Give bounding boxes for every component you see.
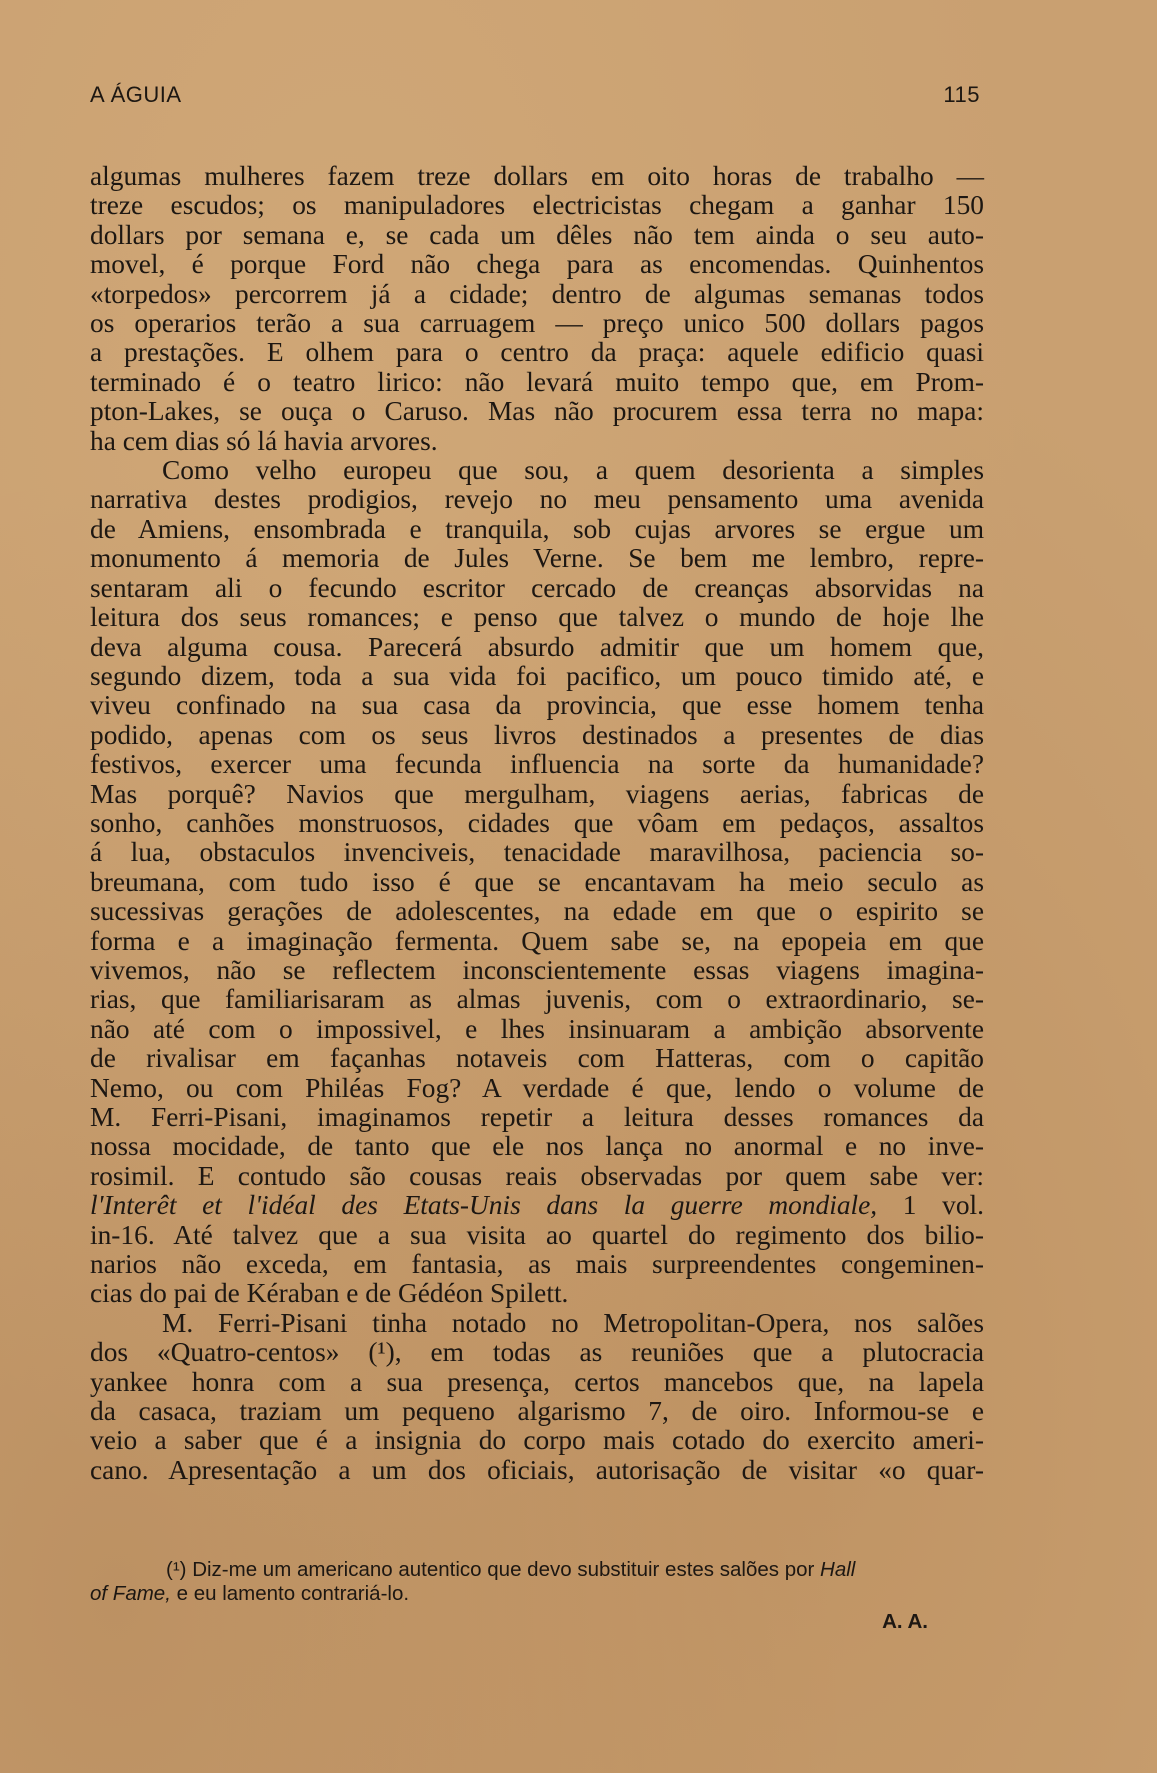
footnote-line	[90, 1558, 984, 1582]
text-line: M. Ferri-Pisani, imaginamos repetir a leitura desses romances da	[90, 1102, 984, 1132]
page-number: 115	[943, 82, 980, 107]
text-line: nossa mocidade, de tanto que ele nos lança no anormal e no inve-	[90, 1131, 984, 1162]
text-line: cano. Apresentação a um dos oficiais, autorisação de visitar «o quar-	[90, 1454, 984, 1485]
text-line: monumento á memoria de Jules Verne. Se bem me lembro, repre-	[90, 543, 984, 574]
running-head	[90, 82, 980, 108]
text-line: de rivalisar em façanhas notaveis com Hatteras, com o capitão	[90, 1043, 984, 1074]
text-line: dollars por semana e, se cada um dêles não tem ainda o seu auto-	[90, 219, 984, 250]
footnote-italic: Hall	[820, 1558, 856, 1581]
footnote-line	[90, 1582, 984, 1606]
text-line: leitura dos seus romances; e penso que talvez o mundo de hoje lhe	[90, 602, 984, 633]
text-line: sonho, canhões monstruosos, cidades que vôam em pedaços, assaltos	[90, 807, 984, 838]
text-line: os operarios terão a sua carruagem — preço unico 500 dollars pagos	[90, 308, 984, 339]
text-line: de Amiens, ensombrada e tranquila, sob cujas arvores se ergue um	[90, 513, 984, 544]
text-line: viveu confinado na sua casa da provincia, que esse homem tenha	[90, 690, 984, 721]
text-line: sentaram ali o fecundo escritor cercado de creanças absorvidas na	[90, 572, 984, 603]
text-line: «torpedos» percorrem já a cidade; dentro de algumas semanas todos	[90, 278, 984, 309]
text-line: a prestações. E olhem para o centro da praça: aquele edificio quasi	[90, 337, 984, 368]
text-line: in-16. Até talvez que a sua visita ao quartel do regimento dos bilio-	[90, 1219, 984, 1250]
text-line: breumana, com tudo isso é que se encantavam ha meio seculo as	[90, 866, 984, 897]
text-line: algumas mulheres fazem treze dollars em oito horas de trabalho —	[90, 161, 984, 191]
text-line: dos «Quatro-centos» (¹), em todas as reuniões que a plutocracia	[90, 1337, 984, 1368]
text-line: deva alguma cousa. Parecerá absurdo admitir que um homem que,	[90, 631, 984, 662]
text-line: sucessivas gerações de adolescentes, na edade em que o espirito se	[90, 896, 984, 927]
footnote-marker: (¹)	[166, 1558, 187, 1581]
text-line: movel, é porque Ford não chega para as encomendas. Quinhentos	[90, 249, 984, 280]
book-title: l'Interêt et l'idéal des Etats-Unis dans la guerre mondiale,	[90, 1190, 878, 1221]
text-line: veio a saber que é a insignia do corpo mais cotado do exercito ameri-	[90, 1425, 984, 1456]
text-line: rosimil. E contudo são cousas reais observadas por quem sabe ver:	[90, 1160, 984, 1191]
footnote-signature: A. A.	[882, 1610, 928, 1633]
text-line: narios não exceda, em fantasia, as mais surpreendentes congeminen-	[90, 1249, 984, 1280]
text-line: segundo dizem, toda a sua vida foi pacifico, um pouco timido até, e	[90, 660, 984, 691]
text-line: á lua, obstaculos invenciveis, tenacidade maravilhosa, paciencia so-	[90, 837, 984, 868]
text-line: M. Ferri-Pisani tinha notado no Metropolitan-Opera, nos salões	[162, 1307, 984, 1338]
journal-title: A ÁGUIA	[90, 82, 182, 107]
text-line: não até com o impossivel, e lhes insinuaram a ambição absorvente	[90, 1013, 984, 1044]
text-line: terminado é o teatro lirico: não levará muito tempo que, em Prom-	[90, 366, 984, 397]
text-line: Como velho europeu que sou, a quem desorienta a simples	[162, 455, 984, 486]
footnote-text: e eu lamento contrariá-lo.	[176, 1582, 410, 1605]
text-line: pton-Lakes, se ouça o Caruso. Mas não procurem essa terra no mapa:	[90, 396, 984, 427]
text-line: festivos, exercer uma fecunda influencia na sorte da humanidade?	[90, 749, 984, 780]
text-line: yankee honra com a sua presença, certos mancebos que, na lapela	[90, 1366, 984, 1397]
text-line: cias do pai de Kéraban e de Gédéon Spilett.	[90, 1278, 569, 1309]
text-line: treze escudos; os manipuladores electricistas chegam a ganhar 150	[90, 190, 984, 221]
text-line: narrativa destes prodigios, revejo no meu pensamento uma avenida	[90, 484, 984, 515]
text-line: rias, que familiarisaram as almas juvenis, com o extraordinario, se-	[90, 984, 984, 1015]
footnote	[90, 1558, 984, 1634]
body-text	[90, 162, 984, 1485]
text-line: Mas porquê? Navios que mergulham, viagens aerias, fabricas de	[90, 778, 984, 809]
footnote-text: Diz-me um americano autentico que devo substituir estes salões por	[192, 1558, 815, 1581]
text-line-with-book-title	[90, 1191, 984, 1220]
text-line: ha cem dias só lá havia arvores.	[90, 425, 438, 456]
volume-note: 1 vol.	[877, 1190, 984, 1221]
footnote-italic: of Fame,	[90, 1582, 171, 1605]
text-line: Nemo, ou com Philéas Fog? A verdade é que, lendo o volume de	[90, 1072, 984, 1103]
text-line: vivemos, não se reflectem inconscientemente essas viagens imagina-	[90, 954, 984, 985]
text-line: da casaca, traziam um pequeno algarismo 7, de oiro. Informou-se e	[90, 1396, 984, 1427]
text-line: forma e a imaginação fermenta. Quem sabe se, na epopeia em que	[90, 925, 984, 956]
text-line: podido, apenas com os seus livros destinados a presentes de dias	[90, 719, 984, 750]
